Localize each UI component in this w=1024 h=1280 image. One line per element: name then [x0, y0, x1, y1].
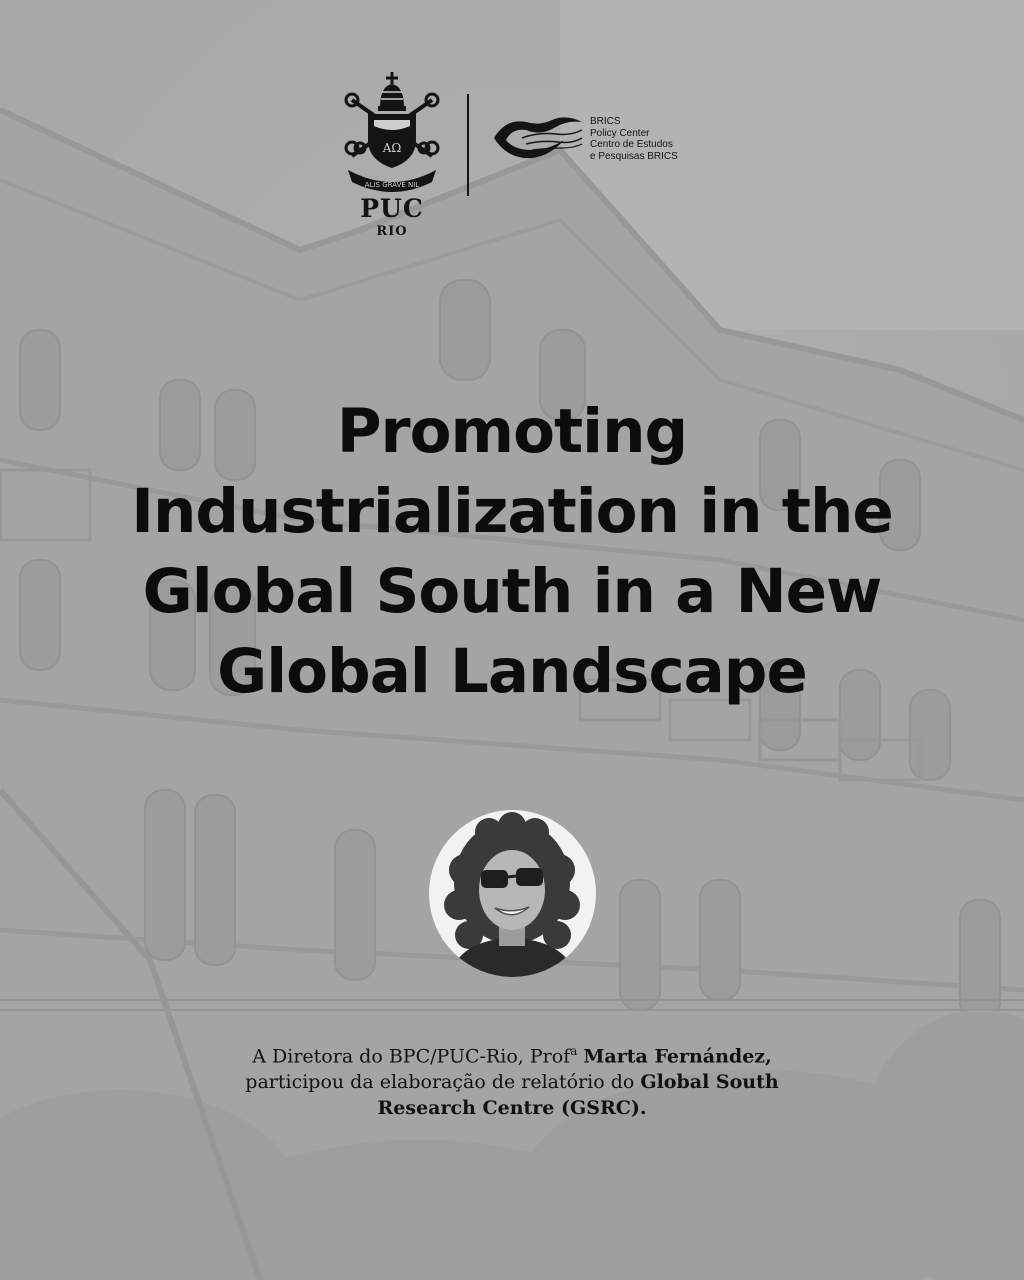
caption-line-1 [112, 1038, 912, 1069]
bpc-wave-logo-icon [492, 116, 584, 164]
headline-line: Industrialization in the [131, 476, 893, 547]
puc-rio-crest-icon [340, 70, 444, 195]
headline-line: Promoting [336, 396, 688, 467]
speaker-portrait [429, 810, 596, 977]
caption-org-name: Global South [640, 1071, 779, 1094]
headline-line: Global South in a New [142, 556, 882, 627]
crest-motto: ALIS GRAVE NIL [364, 181, 420, 189]
headline [60, 392, 964, 712]
headline-line: Global Landscape [217, 636, 807, 707]
logo-divider [467, 94, 469, 196]
caption-superscript: a [570, 1044, 578, 1058]
puc-city: RIO [376, 224, 408, 239]
caption [112, 1038, 912, 1121]
logos-header [0, 70, 1024, 250]
bpc-line-4: e Pesquisas BRICS [590, 150, 678, 162]
caption-line-1-text: A Diretora do BPC/PUC-Rio, Prof [252, 1045, 571, 1068]
bpc-line-3: Centro de Estudos [590, 139, 673, 150]
caption-speaker-name: Marta Fernández, [583, 1045, 772, 1068]
caption-org-name-cont: Research Centre (GSRC). [377, 1097, 647, 1120]
caption-line-3 [112, 1095, 912, 1121]
puc-name: PUC [360, 194, 424, 223]
bpc-wordmark [590, 116, 678, 162]
bpc-line-1: BRICS [590, 116, 621, 127]
caption-line-2 [112, 1069, 912, 1095]
crest-letters: AΩ [382, 141, 402, 155]
caption-line-2-text: participou da elaboração de relatório do [245, 1071, 641, 1094]
bpc-line-2: Policy Center [590, 127, 650, 139]
